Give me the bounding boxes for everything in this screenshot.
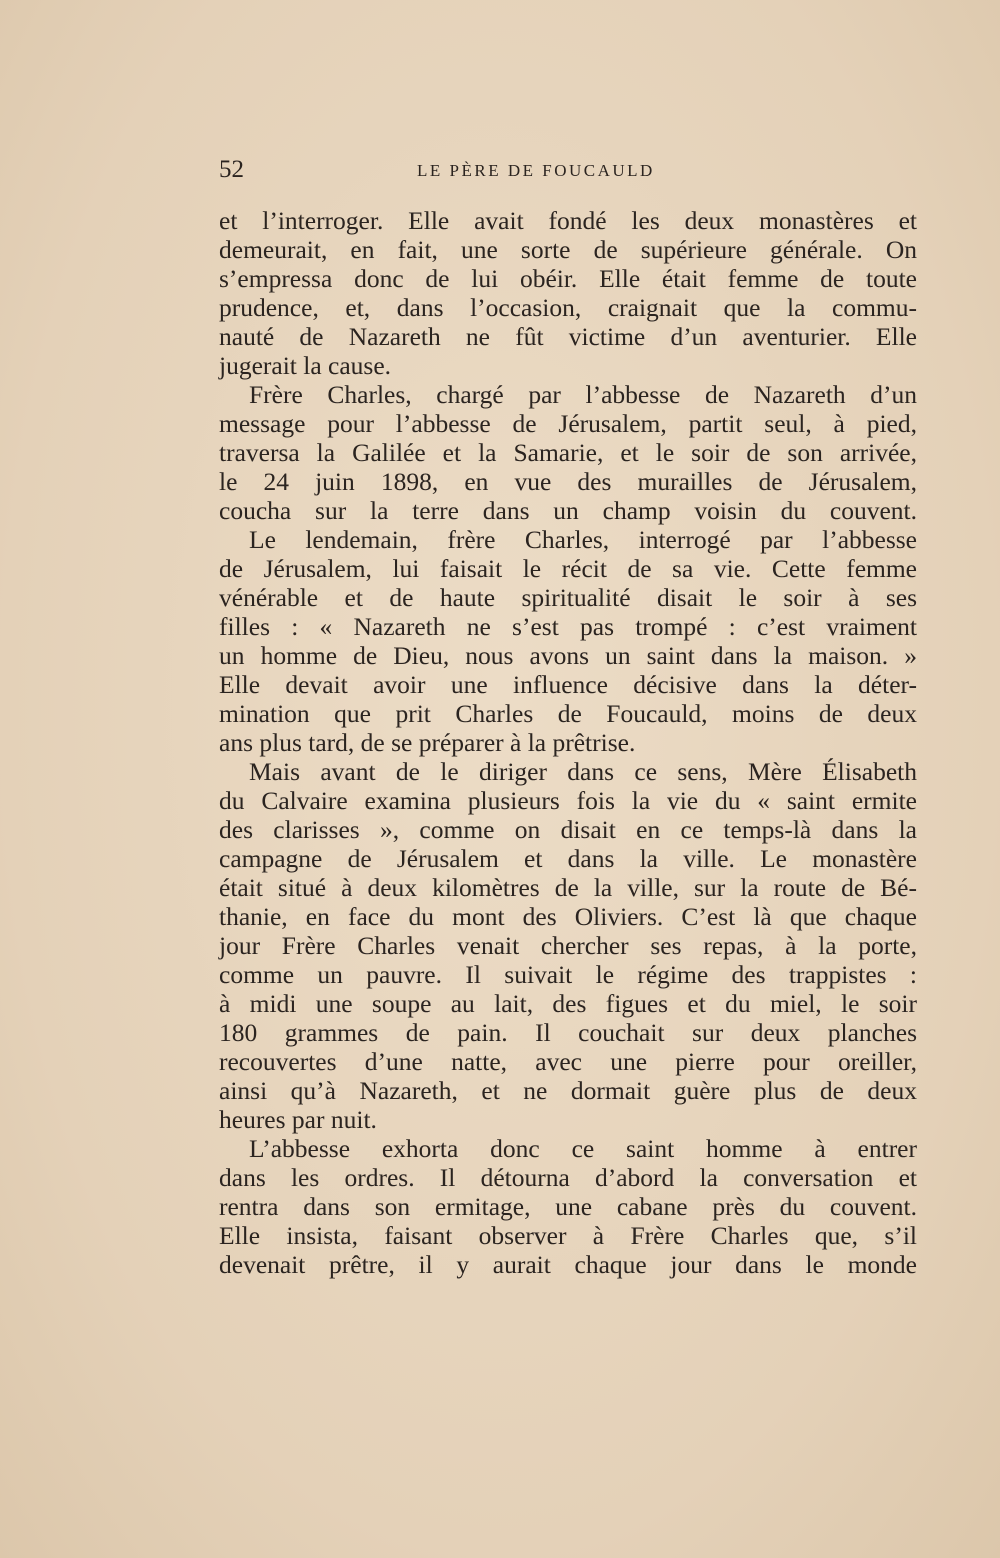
text-line: ainsi qu’à Nazareth, et ne dormait guère plus de deux xyxy=(219,1076,917,1105)
text-line: heures par nuit. xyxy=(219,1105,377,1134)
text-line: était situé à deux kilomètres de la ville, sur la route de Bé- xyxy=(219,873,917,902)
text-line: Frère Charles, chargé par l’abbesse de Nazareth d’un xyxy=(249,380,917,409)
text-line: traversa la Galilée et la Samarie, et le soir de son arrivée, xyxy=(219,438,917,467)
text-line: de Jérusalem, lui faisait le récit de sa vie. Cette femme xyxy=(219,554,917,583)
text-line: jugerait la cause. xyxy=(219,351,392,380)
text-line: thanie, en face du mont des Oliviers. C’est là que chaque xyxy=(219,902,917,931)
text-line: dans les ordres. Il détourna d’abord la conversation et xyxy=(219,1163,917,1192)
text-line: demeurait, en fait, une sorte de supérieure générale. On xyxy=(219,235,917,264)
running-title: LE PÈRE DE FOUCAULD xyxy=(417,161,655,180)
text-line: 180 grammes de pain. Il couchait sur deux planches xyxy=(219,1018,917,1047)
text-line: jour Frère Charles venait chercher ses repas, à la porte, xyxy=(219,931,917,960)
text-line: vénérable et de haute spiritualité disait le soir à ses xyxy=(219,583,917,612)
page-number: 52 xyxy=(219,156,244,183)
text-line: le 24 juin 1898, en vue des murailles de Jérusalem, xyxy=(219,467,917,496)
text-line: filles : « Nazareth ne s’est pas trompé : c’est vraiment xyxy=(219,612,917,641)
text-line: prudence, et, dans l’occasion, craignait que la commu- xyxy=(219,293,917,322)
text-line: message pour l’abbesse de Jérusalem, partit seul, à pied, xyxy=(219,409,917,438)
text-line: campagne de Jérusalem et dans la ville. Le monastère xyxy=(219,844,917,873)
text-line: s’empressa donc de lui obéir. Elle était femme de toute xyxy=(219,264,917,293)
body-text xyxy=(219,206,917,1279)
text-line: Mais avant de le diriger dans ce sens, Mère Élisabeth xyxy=(249,757,917,786)
text-line: rentra dans son ermitage, une cabane près du couvent. xyxy=(219,1192,917,1221)
page-header xyxy=(219,150,919,190)
text-line: ans plus tard, de se préparer à la prêtrise. xyxy=(219,728,636,757)
text-line: et l’interroger. Elle avait fondé les deux monastères et xyxy=(219,206,917,235)
text-line: Elle devait avoir une influence décisive dans la déter- xyxy=(219,670,917,699)
text-line: mination que prit Charles de Foucauld, moins de deux xyxy=(219,699,917,728)
text-line: du Calvaire examina plusieurs fois la vie du « saint ermite xyxy=(219,786,917,815)
text-line: Elle insista, faisant observer à Frère Charles que, s’il xyxy=(219,1221,917,1250)
text-line: Le lendemain, frère Charles, interrogé par l’abbesse xyxy=(249,525,917,554)
text-line: un homme de Dieu, nous avons un saint dans la maison. » xyxy=(219,641,917,670)
text-line: comme un pauvre. Il suivait le régime des trappistes : xyxy=(219,960,917,989)
text-line: L’abbesse exhorta donc ce saint homme à entrer xyxy=(249,1134,917,1163)
text-line: nauté de Nazareth ne fût victime d’un aventurier. Elle xyxy=(219,322,917,351)
text-line: devenait prêtre, il y aurait chaque jour dans le monde xyxy=(219,1250,917,1279)
text-line: à midi une soupe au lait, des figues et du miel, le soir xyxy=(219,989,917,1018)
text-line: des clarisses », comme on disait en ce temps-là dans la xyxy=(219,815,917,844)
text-line: recouvertes d’une natte, avec une pierre pour oreiller, xyxy=(219,1047,917,1076)
text-line: coucha sur la terre dans un champ voisin du couvent. xyxy=(219,496,917,525)
